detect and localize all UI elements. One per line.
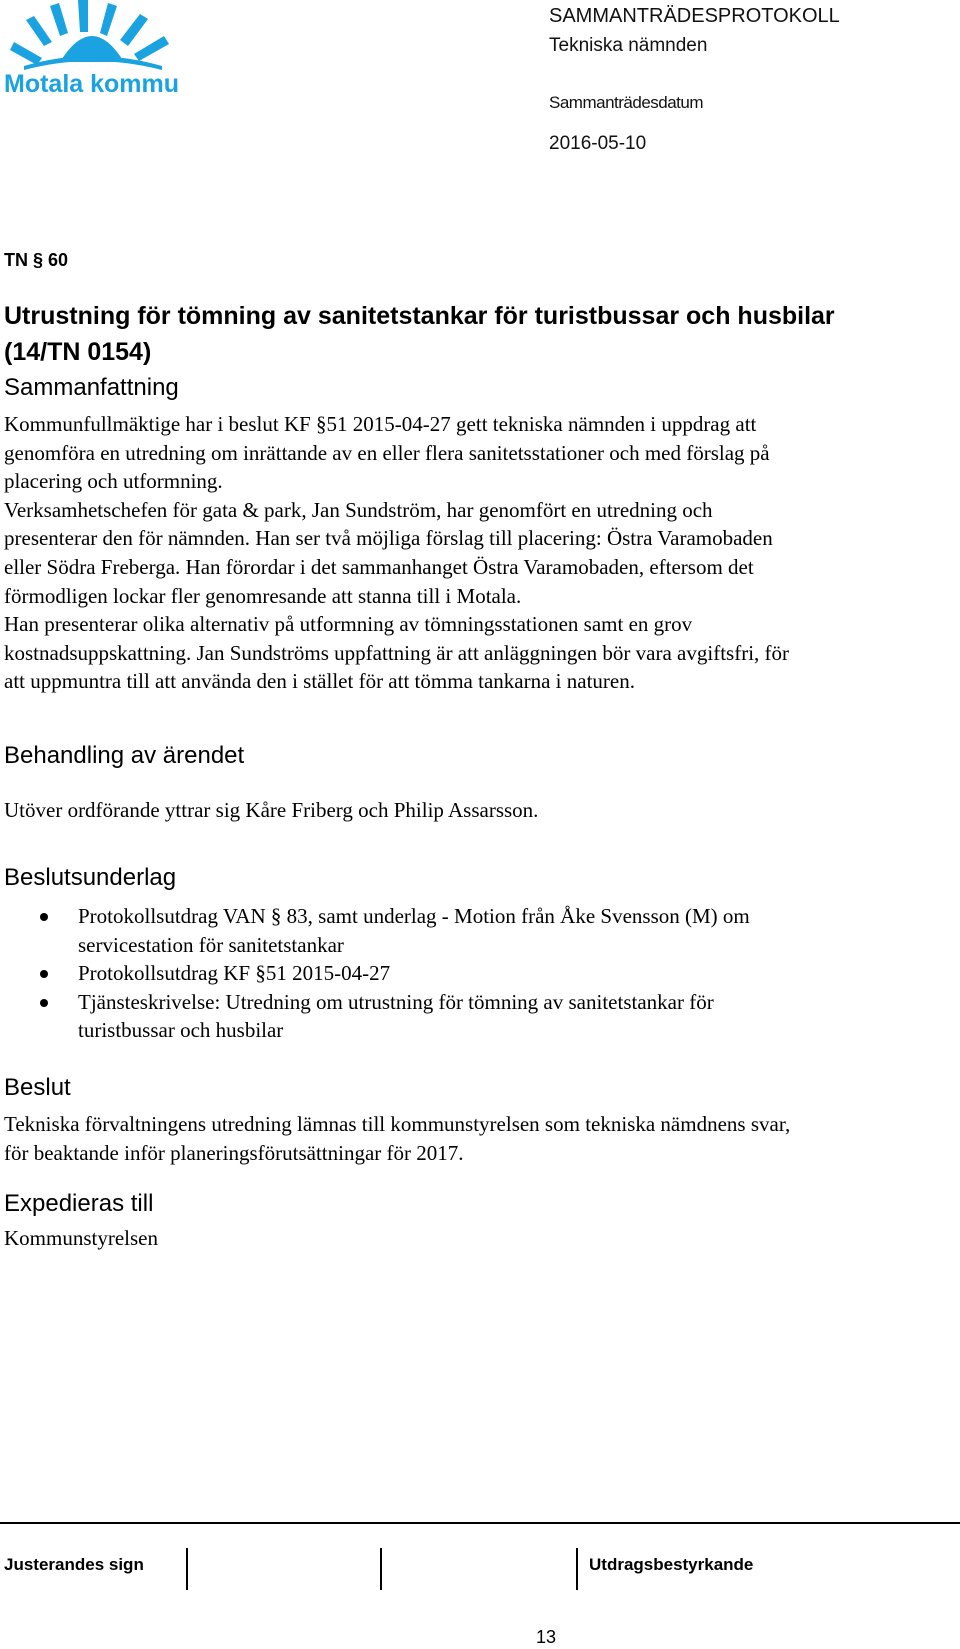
- summary-line: Han presenterar olika alternativ på utformning av tömningsstationen samt en grov: [4, 612, 693, 637]
- handling-heading: Behandling av ärendet: [4, 742, 245, 769]
- summary-line: placering och utformning.: [4, 469, 223, 494]
- list-item-line: Tjänsteskrivelse: Utredning om utrustning för tömning av sanitetstankar för: [78, 989, 714, 1014]
- handling-text: [4, 796, 944, 825]
- summary-line: presenterar den för nämnden. Han ser två möjliga förslag till placering: Östra Varamobaden: [4, 526, 773, 551]
- bullet-icon: [40, 970, 48, 978]
- summary-line: Verksamhetschefen för gata & park, Jan Sundström, har genomfört en utredning och: [4, 497, 713, 522]
- list-item-line: servicestation för sanitetstankar: [78, 932, 344, 957]
- summary-line: Kommunfullmäktige har i beslut KF §51 2015-04-27 gett tekniska nämnden i uppdrag att: [4, 412, 757, 436]
- handling-line: Utöver ordförande yttrar sig Kåre Friberg och Philip Assarsson.: [4, 798, 539, 822]
- title-line: (14/TN 0154): [4, 338, 152, 366]
- meeting-date-label: Sammanträdesdatum: [549, 93, 704, 112]
- page-title: [4, 298, 924, 370]
- basis-list: [40, 902, 940, 1045]
- decision-line: Tekniska förvaltningens utredning lämnas till kommunstyrelsen som tekniska nämdnens svar,: [4, 1112, 791, 1136]
- decision-heading: Beslut: [4, 1074, 71, 1101]
- board-name: Tekniska nämnden: [549, 35, 708, 56]
- signature-box-divider: [186, 1548, 188, 1590]
- bullet-icon: [40, 999, 48, 1007]
- summary-line: genomföra en utredning om inrättande av en eller flera sanitetsstationer och med förslag på: [4, 440, 770, 465]
- summary-line: förmodligen lockar fler genomresande att stanna till i Motala.: [4, 583, 522, 608]
- footer-divider: [0, 1522, 960, 1524]
- svg-text:Motala kommun: Motala kommun: [4, 70, 180, 98]
- list-item: [40, 959, 940, 988]
- list-item-line: turistbussar och husbilar: [78, 1018, 284, 1043]
- summary-text: [4, 410, 944, 696]
- signature-box-divider: [576, 1548, 578, 1590]
- signature-box-divider: [380, 1548, 382, 1590]
- summary-heading: Sammanfattning: [4, 374, 179, 401]
- sign-label: Justerandes sign: [4, 1555, 144, 1574]
- list-item: [40, 902, 940, 959]
- bullet-icon: [40, 913, 48, 921]
- motala-kommun-logo: [4, 0, 180, 100]
- summary-line: eller Södra Freberga. Han förordar i det sammanhanget Östra Varamobaden, eftersom det: [4, 554, 754, 579]
- certification-label: Utdragsbestyrkande: [589, 1555, 754, 1574]
- decision-line: för beaktande inför planeringsförutsättningar för 2017.: [4, 1140, 464, 1165]
- dispatch-line: Kommunstyrelsen: [4, 1226, 158, 1250]
- decision-text: [4, 1110, 944, 1167]
- sun-logo-icon: [4, 0, 180, 100]
- dispatch-text: [4, 1224, 944, 1253]
- page-number: 13: [536, 1627, 557, 1647]
- dispatch-heading: Expedieras till: [4, 1190, 154, 1217]
- section-id: TN § 60: [4, 250, 69, 270]
- summary-line: kostnadsuppskattning. Jan Sundströms uppfattning är att anläggningen bör vara avgiftsfri, för: [4, 640, 790, 665]
- document-type: SAMMANTRÄDESPROTOKOLL: [549, 5, 840, 27]
- list-item-line: Protokollsutdrag VAN § 83, samt underlag - Motion från Åke Svensson (M) om: [78, 904, 750, 928]
- meeting-date: 2016-05-10: [549, 133, 647, 154]
- list-item-line: Protokollsutdrag KF §51 2015-04-27: [78, 961, 391, 986]
- summary-line: att uppmuntra till att använda den i stället för att tömma tankarna i naturen.: [4, 669, 635, 694]
- basis-heading: Beslutsunderlag: [4, 864, 177, 891]
- list-item: [40, 988, 940, 1045]
- title-line: Utrustning för tömning av sanitetstankar för turistbussar och husbilar: [4, 302, 835, 330]
